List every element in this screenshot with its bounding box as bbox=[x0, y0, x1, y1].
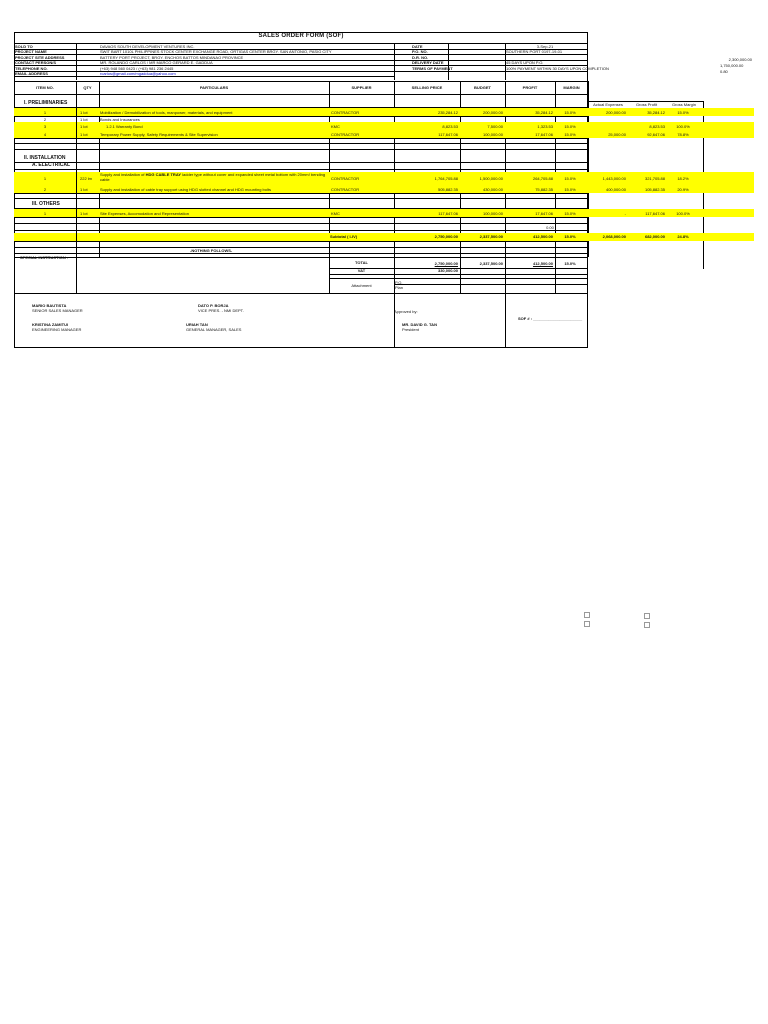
item-no: 3 bbox=[43, 124, 47, 129]
sheet-tab-icon bbox=[644, 622, 650, 628]
item-gross-margin: 15.0% bbox=[677, 110, 689, 115]
item-selling-price: 117,647.06 bbox=[438, 132, 458, 137]
item-gross-margin: 100.0% bbox=[676, 211, 690, 216]
item-profit: 1,323.53 bbox=[537, 124, 553, 129]
header-value: 3-Sep-21 bbox=[536, 44, 554, 49]
item-particulars: Temporary Power Supply, Safety Requirements & Site Supervision bbox=[100, 132, 218, 137]
header-label: PROJECT NAME bbox=[15, 49, 47, 54]
grid-line bbox=[14, 293, 588, 294]
item-margin: 15.0% bbox=[564, 110, 576, 115]
item-supplier: CONTRACTOR bbox=[331, 110, 360, 115]
item-profit: 17,647.06 bbox=[535, 211, 553, 216]
grid-line bbox=[76, 43, 77, 80]
signatory-name: KRISTINA ZAMITUI bbox=[32, 322, 69, 327]
subtotal-margin: 15.0% bbox=[564, 234, 576, 239]
header-value: 100% PAYMENT WITHIN 30 DAYS UPON COMPLETION bbox=[506, 66, 609, 71]
header-value: MR. ROLANDO CARLOS / MR MARCO GERARD E. GADDUA bbox=[100, 60, 213, 65]
item-gross-profit: 105,882.35 bbox=[644, 187, 665, 192]
item-gross-margin: 18.2% bbox=[677, 176, 689, 181]
item-supplier: KMC bbox=[331, 211, 340, 216]
header-label: DATE bbox=[412, 44, 423, 49]
grid-line bbox=[588, 101, 703, 102]
sheet-tab-icon bbox=[584, 612, 590, 618]
item-supplier: CONTRACTOR bbox=[331, 132, 360, 137]
grid-line bbox=[14, 253, 588, 254]
subtotal-selling: 2,750,000.00 bbox=[434, 234, 458, 239]
item-actual-expenses: 25,000.00 bbox=[608, 132, 626, 137]
item-qty: 222 lm bbox=[80, 176, 93, 181]
item-supplier: KMC bbox=[331, 124, 340, 129]
item-particulars: Site Expenses, Accomodation and Representation bbox=[100, 211, 189, 216]
nothing-follows: -NOTHING FOLLOWS- bbox=[190, 248, 233, 253]
item-selling-price: 235,284.12 bbox=[437, 110, 458, 115]
extra-column-header: Gross Profit bbox=[635, 102, 658, 107]
grid-line bbox=[14, 71, 394, 72]
item-supplier: CONTRACTOR bbox=[331, 187, 360, 192]
item-budget: 430,000.00 bbox=[482, 187, 503, 192]
grid-line bbox=[14, 76, 394, 77]
sheet-tab-icon bbox=[584, 621, 590, 627]
header-label: EMAIL ADDRESS bbox=[15, 71, 48, 76]
particulars-bold: HDG CABLE TRAY bbox=[145, 172, 182, 177]
header-value: SOUTHERN PORT 0197-19-01 bbox=[506, 49, 563, 54]
approved-by: Approved by: bbox=[394, 309, 418, 314]
item-selling-price: 117,647.06 bbox=[438, 211, 458, 216]
header-value: SWIT BART 1010L PHILIPPINES STOCK CENTER EXCHANGE ROAD, ORTIGAS CENTER BRGY. SAN ANTONIO, PASIG CITY bbox=[100, 49, 332, 54]
subtotal-profit: 412,500.00 bbox=[532, 234, 553, 239]
grid-line bbox=[14, 65, 394, 66]
vat-label: VAT bbox=[357, 268, 366, 273]
grid-line bbox=[14, 198, 588, 199]
signatory-title: ENGINEERING MANAGER bbox=[32, 327, 82, 332]
item-budget: 7,500.00 bbox=[487, 124, 503, 129]
item-margin: 15.0% bbox=[564, 124, 576, 129]
signatory-name: URIAH TAN bbox=[186, 322, 208, 327]
subtotal-budget: 2,337,500.00 bbox=[479, 234, 503, 239]
item-gross-margin: 20.9% bbox=[677, 187, 689, 192]
item-particulars: 1.2.1 Warranty Bond bbox=[106, 124, 143, 129]
item-budget: 100,000.00 bbox=[482, 132, 503, 137]
subtotal-gross-profit: 682,000.00 bbox=[644, 234, 665, 239]
item-budget: 1,500,000.00 bbox=[479, 176, 503, 181]
column-header: PARTICULARS bbox=[199, 85, 229, 90]
item-qty: 1 lot bbox=[80, 117, 88, 122]
signatory-name: DATO P. BORJA bbox=[198, 303, 229, 308]
grid-line bbox=[394, 284, 588, 285]
header-value: (+63) 948 560 0423 / (+63) 981 236 2445 bbox=[100, 66, 174, 71]
total-profit: 412,500.00 bbox=[532, 261, 553, 266]
grid-line bbox=[329, 274, 588, 275]
item-qty: 1 lot bbox=[80, 132, 88, 137]
item-gross-profit: 117,647.06 bbox=[645, 211, 665, 216]
attachment-label: Attachment bbox=[351, 283, 372, 288]
item-actual-expenses: - bbox=[624, 211, 626, 216]
item-qty: 1 lot bbox=[80, 211, 88, 216]
form-title: SALES ORDER FORM (SOF) bbox=[258, 33, 344, 39]
special-instruction: SPECIAL INSTRUCTION : bbox=[20, 255, 69, 260]
grid-line bbox=[14, 81, 588, 82]
column-header: SUPPLIER bbox=[351, 85, 372, 90]
subtotal-gross-margin: 24.8% bbox=[677, 234, 689, 239]
column-header: MARGIN bbox=[563, 85, 580, 90]
side-figure: 2,300,000.00 bbox=[728, 57, 752, 62]
item-actual-expenses: 200,000.00 bbox=[605, 110, 626, 115]
item-no: 2 bbox=[43, 117, 47, 122]
grid-line bbox=[14, 223, 588, 224]
item-gross-profit: 321,705.88 bbox=[644, 176, 665, 181]
grid-line bbox=[14, 217, 588, 218]
item-no: 1 bbox=[43, 110, 47, 115]
header-value: BATTERY PORT PROJECT, BRGY. ENCHOS BATTOS MINDANAO PROVINCE bbox=[100, 55, 244, 60]
grid-line bbox=[505, 43, 506, 80]
header-label: TERMS OF PAYMENT bbox=[412, 66, 453, 71]
item-margin: 15.0% bbox=[564, 211, 576, 216]
column-header: BUDGET bbox=[474, 85, 491, 90]
particulars-text: ladder type without cover and expanded sheet metal bottom with 20mm! bending cable bbox=[100, 172, 326, 182]
grid-line bbox=[394, 71, 588, 72]
section-heading: II. INSTALLATION bbox=[24, 155, 66, 161]
item-qty: 1 lot bbox=[80, 124, 88, 129]
signatory-name: MARIO BAUTISTA bbox=[32, 303, 67, 308]
item-selling-price: 505,882.35 bbox=[437, 187, 458, 192]
grid-line bbox=[329, 278, 588, 279]
total-budget: 2,337,500.00 bbox=[479, 261, 503, 266]
item-supplier: CONTRACTOR bbox=[331, 176, 360, 181]
header-value: 45 DAYS UPON P.O. bbox=[506, 60, 544, 65]
item-no: 1 bbox=[43, 211, 47, 216]
item-no: 2 bbox=[43, 187, 47, 192]
grid-line bbox=[14, 193, 588, 194]
item-no: 1 bbox=[43, 176, 47, 181]
item-qty: 1 lot bbox=[80, 110, 88, 115]
column-header: ITEM NO. bbox=[36, 85, 54, 90]
column-header: QTY bbox=[83, 85, 92, 90]
header-label: CONTACT PERSON/S bbox=[15, 60, 57, 65]
attachment-po: P.O. bbox=[395, 280, 403, 285]
header-label: DELIVERY DATE bbox=[412, 60, 444, 65]
header-value: rcarlos@gmail.com/mgaddua@yahoo.com bbox=[100, 71, 176, 76]
item-qty: 1 lot bbox=[80, 187, 88, 192]
item-margin: 15.0% bbox=[564, 132, 576, 137]
sheet-tab-icon bbox=[644, 613, 650, 619]
grid-line bbox=[14, 241, 588, 242]
header-label: PROJECT SITE ADDRESS bbox=[15, 55, 65, 60]
subtotal-label: Subtotal ( I-IV) bbox=[330, 234, 358, 239]
grid-line bbox=[14, 149, 588, 150]
item-actual-expenses: 1,443,000.00 bbox=[602, 176, 626, 181]
grid-line bbox=[14, 162, 588, 163]
item-profit: 75,882.35 bbox=[535, 187, 553, 192]
item-profit: 264,705.88 bbox=[532, 176, 553, 181]
side-figure: 1,750,000.00 bbox=[720, 63, 744, 68]
item-profit: 35,284.12 bbox=[535, 110, 553, 115]
section-heading: I. PRELIMINARIES bbox=[24, 100, 68, 106]
header-label: D.R. NO. bbox=[412, 55, 429, 60]
column-header: SELLING PRICE bbox=[411, 85, 443, 90]
item-budget: 200,000.00 bbox=[482, 110, 503, 115]
signatory-title: VICE PRES. - NMI DEPT. bbox=[198, 308, 244, 313]
grid-line bbox=[14, 138, 588, 139]
grid-line bbox=[505, 257, 506, 348]
item-selling-price: 1,764,705.88 bbox=[434, 176, 458, 181]
grid-line bbox=[14, 257, 588, 258]
extra-column-header: Actual Expenses bbox=[593, 102, 623, 107]
particulars-text: Supply and installation of bbox=[100, 172, 146, 177]
item-gross-profit: 92,647.06 bbox=[647, 132, 665, 137]
section-heading: III. OTHERS bbox=[32, 201, 60, 207]
item-selling-price: 8,823.53 bbox=[442, 124, 458, 129]
attachment-plan: Plan bbox=[395, 285, 404, 290]
sof-number: SOF # : ______________________ bbox=[518, 316, 583, 321]
grid-line bbox=[14, 247, 588, 248]
item-margin: 15.0% bbox=[564, 176, 576, 181]
signatory-name: MR. DAVID G. TAN bbox=[402, 322, 437, 327]
vat-value: 330,000.00 bbox=[437, 268, 458, 273]
item-gross-margin: 78.8% bbox=[677, 132, 689, 137]
item-actual-expenses: 400,000.00 bbox=[605, 187, 626, 192]
item-no: 4 bbox=[43, 132, 47, 137]
section-heading: A. ELECTRICAL bbox=[32, 162, 71, 168]
header-label: P.O. NO. bbox=[412, 49, 428, 54]
grid-line bbox=[14, 230, 588, 231]
header-value: DAVAOS SOUTH DEVELOPMENT VENTURES INC. bbox=[100, 44, 195, 49]
header-label: TELEPHONE NO. bbox=[15, 66, 48, 71]
grid-line bbox=[14, 169, 588, 170]
item-budget: 100,000.00 bbox=[482, 211, 503, 216]
signatory-title: GENERAL MANAGER, SALES bbox=[186, 327, 242, 332]
item-gross-profit: 35,284.12 bbox=[647, 110, 665, 115]
extra-column-header: Gross Margin bbox=[671, 102, 696, 107]
item-particulars bbox=[100, 172, 328, 182]
total-margin: 15.0% bbox=[564, 261, 576, 266]
item-gross-margin: 100.0% bbox=[676, 124, 690, 129]
item-margin: 15.0% bbox=[564, 187, 576, 192]
grid-line bbox=[14, 94, 588, 95]
column-header: PROFIT bbox=[522, 85, 538, 90]
item-profit: 17,647.06 bbox=[535, 132, 553, 137]
grid-line bbox=[76, 81, 77, 293]
signatory-title: SENIOR SALES MANAGER bbox=[32, 308, 83, 313]
side-figure: 0.80 bbox=[720, 69, 728, 74]
total-label: TOTAL bbox=[355, 260, 368, 265]
item-particulars: Bonds and Insurances bbox=[100, 117, 140, 122]
subtotal-actual: 2,068,000.00 bbox=[602, 234, 626, 239]
total-selling: 2,750,000.00 bbox=[434, 261, 458, 266]
grid-line bbox=[14, 143, 588, 144]
item-particulars: Mobilization / Demobilization of tools, manpower, materials, and equipment bbox=[100, 110, 233, 115]
signatory-title: President bbox=[402, 327, 419, 332]
vat-note: 0.00 bbox=[546, 225, 554, 230]
item-particulars: Supply and installation of cable tray support using HDG slotted channel and HDG mounting bolts bbox=[100, 187, 271, 192]
header-label: SOLD TO bbox=[15, 44, 33, 49]
item-gross-profit: 8,823.53 bbox=[649, 124, 665, 129]
